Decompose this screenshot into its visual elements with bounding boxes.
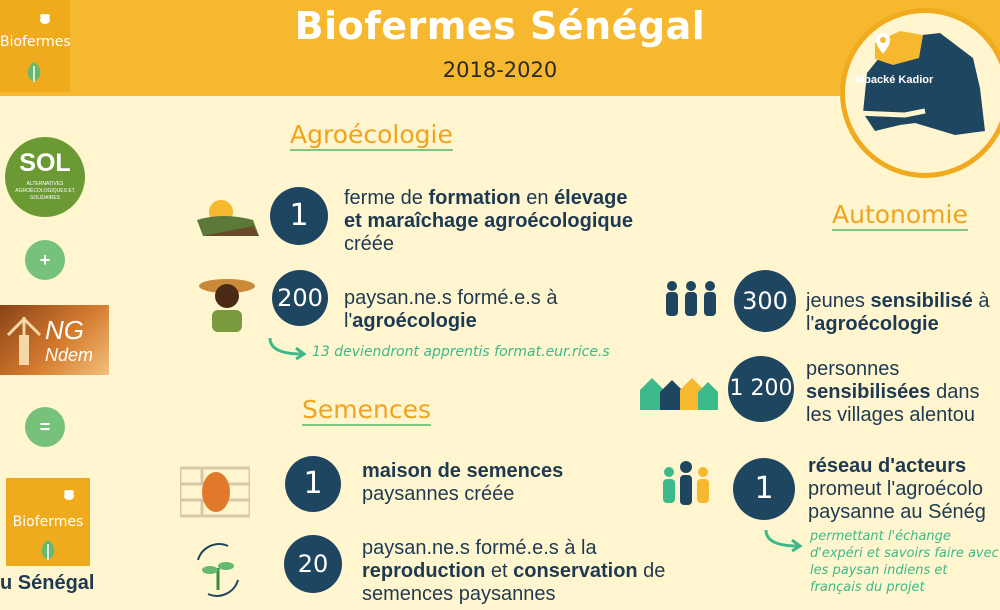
- seed-brick-icon: [180, 462, 250, 518]
- stat-number-7: 1: [733, 458, 795, 520]
- stat-number-1: 1: [270, 187, 328, 245]
- houses-icon: [636, 370, 720, 412]
- stat-text-1: ferme de formation en élevage et maraîchage agroécologique créée: [344, 187, 633, 255]
- sunrise-field-icon: [193, 192, 263, 240]
- location-pin-icon: [875, 33, 891, 55]
- arrow-curve-icon: [762, 528, 806, 552]
- stat-number-2: 200: [272, 270, 328, 326]
- stat-text-3: maison de semences paysannes créée: [362, 460, 564, 505]
- sol-logo: [5, 137, 85, 217]
- seedling-cycle-icon: [188, 540, 248, 600]
- equals-sign: =: [25, 407, 65, 447]
- map-location-label: Mbacké Kadior: [855, 74, 934, 86]
- stat-text-2: paysan.ne.s formé.e.s à l'agroécologie: [344, 287, 558, 332]
- senegal-label: u Sénégal: [0, 572, 95, 594]
- stat-number-5: 300: [734, 270, 796, 332]
- stat-text-7: réseau d'acteurs promeut l'agroécolo paysanne au Sénég: [808, 455, 986, 523]
- page-title: Biofermes Sénégal: [294, 4, 706, 48]
- stat-number-4: 20: [284, 535, 342, 593]
- section-title-agroecologie: Agroécologie: [290, 120, 453, 149]
- stat-text-4: paysan.ne.s formé.e.s à la reproduction et conservation de semences paysannes: [362, 537, 666, 605]
- senegal-map-shape: [845, 13, 1000, 178]
- bee-icon: [62, 488, 76, 502]
- stat-note-2: 13 deviendront apprentis format.eur.rice.s: [312, 344, 610, 360]
- plus-sign: +: [25, 240, 65, 280]
- stat-text-6: personnes sensibilisées dans les villages alentou: [806, 358, 980, 426]
- leaf-icon: [36, 536, 60, 562]
- stat-number-6: 1 200: [728, 356, 794, 422]
- people-group-icon: [660, 278, 722, 324]
- sol-subtitle: ALTERNATIVES AGROÉCOLOGIQUES ET SOLIDAIRES: [15, 181, 75, 201]
- senegal-map: [840, 8, 1000, 178]
- sol-name: SOL: [19, 149, 71, 177]
- ong-text: NG: [45, 315, 84, 345]
- stat-note-7: permettant l'échange d'expéri et savoirs faire avec les paysan indiens et français du projet: [810, 529, 999, 595]
- ong-ndem-logo: [0, 305, 109, 375]
- arrow-curve-icon: [266, 336, 310, 360]
- farmer-icon: [196, 270, 258, 332]
- logo-text: Biofermes: [0, 34, 71, 50]
- section-title-semences: Semences: [302, 395, 431, 424]
- logo-text: Biofermes: [12, 514, 84, 530]
- page-subtitle: 2018-2020: [442, 58, 558, 82]
- network-icon: [655, 460, 717, 506]
- stat-text-5: jeunes sensibilisé à l'agroécologie: [806, 290, 990, 335]
- stat-number-3: 1: [285, 456, 341, 512]
- baobab-tree-icon: [4, 313, 44, 365]
- section-title-autonomie: Autonomie: [832, 200, 968, 229]
- ong-subtitle: Ndem: [45, 345, 94, 365]
- biofermes-logo-large: [6, 478, 90, 566]
